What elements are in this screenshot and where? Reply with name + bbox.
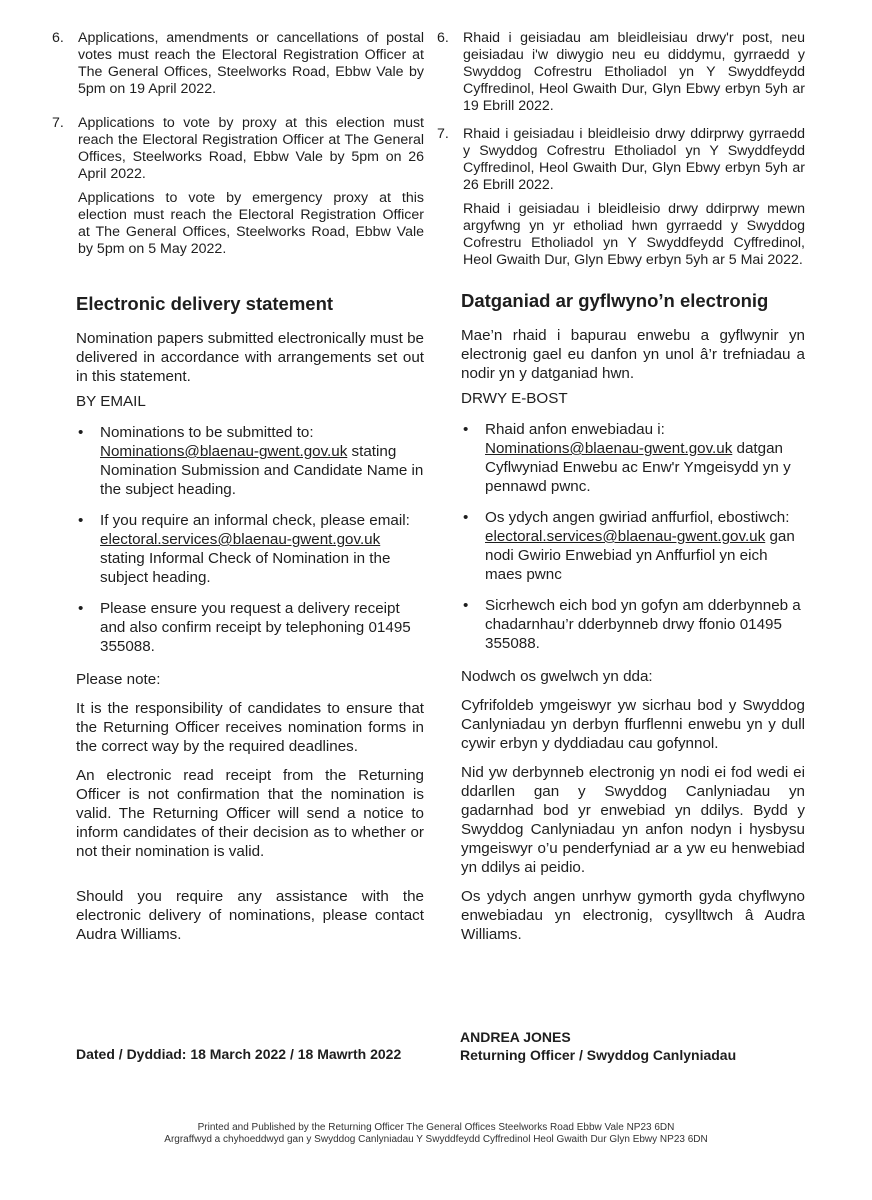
signatory-name: ANDREA JONES [460,1029,571,1045]
note-paragraph: Should you require any assistance with the electronic delivery of nominations, please contact Audra Williams. [76,888,424,943]
footer-line-en: Printed and Published by the Returning Officer The General Offices Steelworks Road Ebbw Vale NP23 6DN [197,1122,675,1133]
list-item: • Nominations to be submitted to: Nominations@blaenau-gwent.gov.uk stating Nomination Submission and Candidate Name in the subject heading. [78,424,424,498]
welsh-column [437,30,805,950]
by-email-label: BY EMAIL [76,393,146,410]
please-note-label: Nodwch os gwelwch yn dda: [461,668,653,685]
electoral-services-email-link[interactable]: electoral.services@blaenau-gwent.gov.uk [485,528,766,545]
item-text: Applications to vote by proxy at this election must reach the Electoral Registration Officer at The General Offices, Steelworks Road, Ebbw Vale by 5pm on 26 April 2022. [78,115,424,182]
bullet-list [437,420,805,653]
item-6-en [52,30,424,105]
intro-text [52,329,424,411]
item-6-cy [437,30,805,122]
list-item: • Sicrhewch eich bod yn gofyn am dderbynneb a chadarnhau’r dderbynneb drwy ffonio 01495 355088. [463,597,801,652]
item-number: 6. [437,30,449,46]
item-text: Rhaid i geisiadau i bleidleisio drwy ddirprwy gyrraedd y Swyddog Cofrestru Etholiadol yn Y Swyddfeydd Cyffredinol, Heol Gwaith Dur, Glyn Ebwy erbyn 5yh ar 26 Ebrill 2022. [463,126,805,193]
list-item: • If you require an informal check, please email: electoral.services@blaenau-gwent.gov.uk stating Informal Check of Nomination in the subject heading. [78,512,410,586]
electoral-services-email-link[interactable]: electoral.services@blaenau-gwent.gov.uk [100,531,381,548]
imprint-footer [0,1122,872,1146]
signatory-title: Returning Officer / Swyddog Canlyniadau [460,1047,737,1063]
item-7-en [52,115,424,265]
footer-line-cy: Argraffwyd a chyhoeddwyd gan y Swyddog Canlyniadau Y Swyddfeydd Cyffredinol Heol Gwaith Dur Glyn Ebwy NP23 6DN [164,1134,708,1145]
item-text: Applications, amendments or cancellations of postal votes must reach the Electoral Registration Officer at The General Offices, Steelworks Road, Ebbw Vale by 5pm on 19 April 2022. [78,30,424,97]
list-item: • Rhaid anfon enwebiadau i: Nominations@blaenau-gwent.gov.uk datgan Cyflwyniad Enwebu ac Enw'r Ymgeisydd yn y pennawd pwnc. [463,421,791,495]
note-paragraph: An electronic read receipt from the Returning Officer is not confirmation that the nomination is valid. The Returning Officer will send a notice to inform candidates of their decision as to whether or not their nomination is valid. [76,767,424,860]
bullet-icon: • [463,597,469,614]
item-text: Rhaid i geisiadau am bleidleisiau drwy'r post, neu geisiadau i'w diwygio neu eu diddymu, gyrraedd y Swyddog Cofrestru Etholiadol yn Y Swyddfeydd Cyffredinol, Heol Gwaith Dur, Glyn Ebwy erbyn 5yh ar 19 Ebrill 2022. [463,30,805,114]
bullet-list [52,423,424,656]
item-text: Rhaid i geisiadau i bleidleisio drwy ddirprwy mewn argyfwng yn yr etholiad hwn gyrraedd y Swyddog Cofrestru Etholiadol yn Y Swyddfeydd Cyffredinol, Heol Gwaith Dur, Glyn Ebwy erbyn 5yh ar 5 Mai 2022. [463,201,805,268]
note-paragraph: Os ydych angen unrhyw gymorth gyda chyflwyno enwebiadau yn electronig, cysylltwch â Audra Williams. [461,888,805,943]
note-paragraph: It is the responsibility of candidates to ensure that the Returning Officer receives nomination forms in the correct way by the required deadlines. [76,700,424,755]
nominations-email-link[interactable]: Nominations@blaenau-gwent.gov.uk [100,443,348,460]
bullet-icon: • [78,424,84,441]
notes [52,670,424,944]
section-heading: Datganiad ar gyflwyno’n electronig [461,290,769,311]
item-text: Applications to vote by emergency proxy at this election must reach the Electoral Registration Officer at The General Offices, Steelworks Road, Ebbw Vale by 5pm on 5 May 2022. [78,190,424,257]
intro-text [437,326,805,408]
nominations-email-link[interactable]: Nominations@blaenau-gwent.gov.uk [485,440,733,457]
item-number: 7. [52,115,64,131]
intro-paragraph: Nomination papers submitted electronically must be delivered in accordance with arrangements set out in this statement. [76,330,424,385]
english-column [52,30,424,950]
dated-line: Dated / Dyddiad: 18 March 2022 / 18 Mawrth 2022 [76,1046,402,1062]
note-paragraph: Cyfrifoldeb ymgeiswyr yw sicrhau bod y Swyddog Canlyniadau yn derbyn ffurflenni enwebu yn y dull cywir erbyn y dyddiadau cau gofynnol. [461,697,805,752]
by-email-label: DRWY E-BOST [461,390,568,407]
note-paragraph: Nid yw derbynneb electronig yn nodi ei fod wedi ei ddarllen gan y Swyddog Canlyniadau yn gadarnhad bod yr enwebiad yn ddilys. Bydd y Swyddog Canlyniadau yn anfon nodyn i hysbysu ymgeiswyr o’u penderfyniad ar a yw eu henwebiad yn ddilys ai peidio. [461,764,805,876]
bullet-icon: • [463,509,469,526]
list-item: • Os ydych angen gwiriad anffurfiol, ebostiwch: electoral.services@blaenau-gwent.gov.uk gan nodi Gwirio Enwebiad yn Anffurfiol yn eich maes pwnc [463,509,795,583]
item-number: 6. [52,30,64,46]
intro-paragraph: Mae’n rhaid i bapurau enwebu a gyflwynir yn electronig gael eu danfon yn unol â’r trefniadau a nodir yn y datganiad hwn. [461,327,805,382]
please-note-label: Please note: [76,671,161,688]
section-heading: Electronic delivery statement [76,293,334,314]
bullet-icon: • [78,512,84,529]
list-item: • Please ensure you request a delivery receipt and also confirm receipt by telephoning 01495 355088. [78,600,411,655]
bullet-icon: • [463,421,469,438]
notes [437,667,805,944]
item-7-cy [437,126,805,276]
bullet-icon: • [78,600,84,617]
item-number: 7. [437,126,449,142]
